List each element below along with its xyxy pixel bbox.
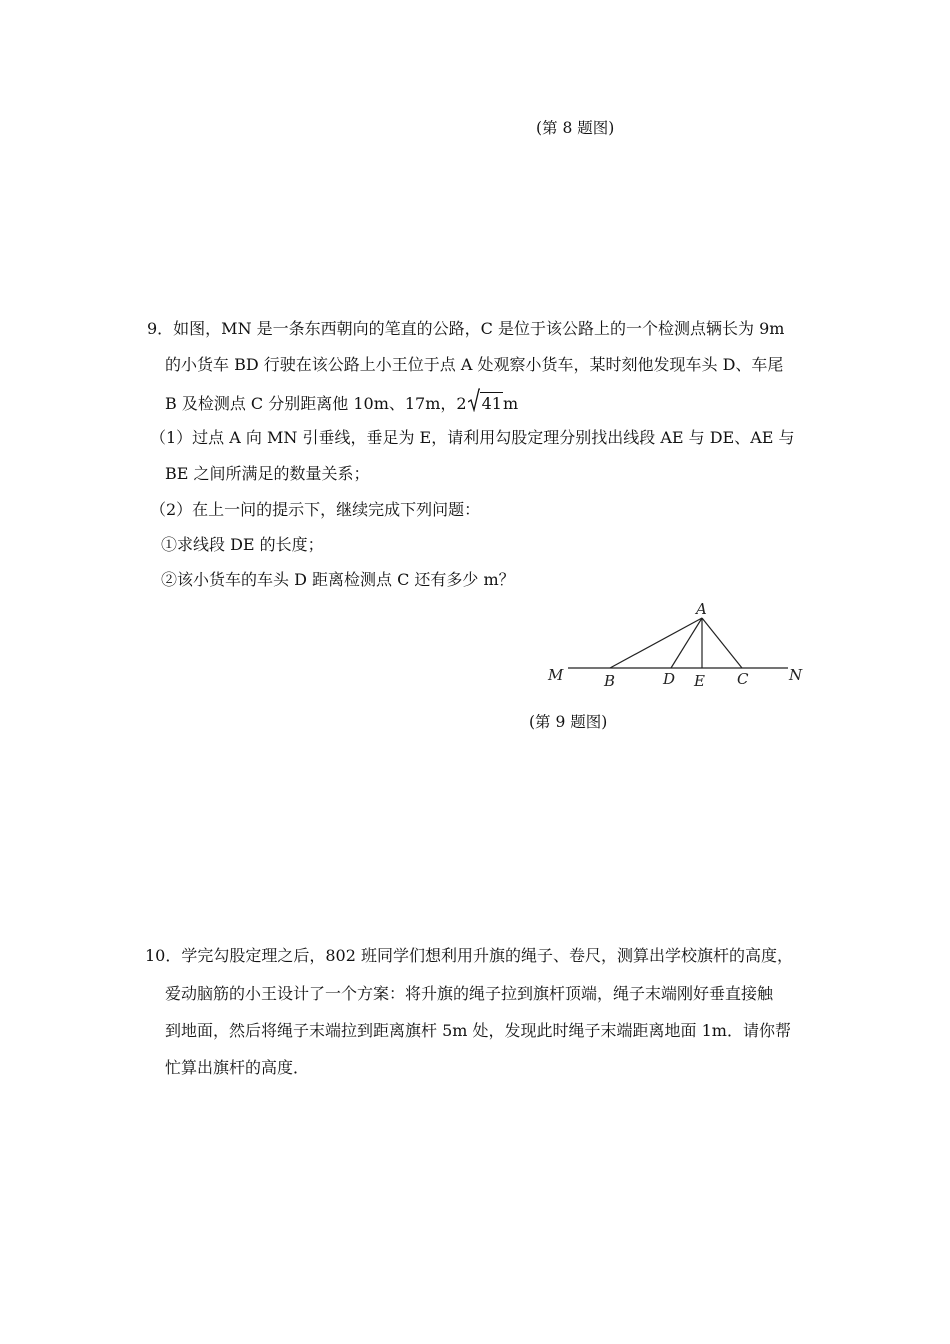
q9-stem-line-1: 9．如图，MN 是一条东西朝向的笔直的公路，C 是位于该公路上的一个检测点辆长为 9m xyxy=(147,319,785,338)
segment-ab xyxy=(610,618,702,668)
q9-stem-line-3-text: B 及检测点 C 分别距离他 10m、17m，2 xyxy=(165,394,467,413)
segment-ac xyxy=(702,618,742,668)
label-m: M xyxy=(548,666,564,684)
figure-8-caption: (第 8 题图) xyxy=(536,119,615,137)
q10-line-1: 10．学完勾股定理之后，802 班同学们想利用升旗的绳子、卷尺，测算出学校旗杆的高度， xyxy=(145,946,793,965)
figure-9-caption: (第 9 题图) xyxy=(529,713,608,731)
q10-line-3: 到地面，然后将绳子末端拉到距离旗杆 5m 处，发现此时绳子末端距离地面 1m．请你帮 xyxy=(165,1021,791,1040)
q9-part-1-line-2: BE 之间所满足的数量关系； xyxy=(165,464,370,483)
label-n: N xyxy=(789,666,803,684)
segment-ad xyxy=(671,618,702,668)
label-d: D xyxy=(663,670,676,688)
q9-stem-line-2: 的小货车 BD 行驶在该公路上小王位于点 A 处观察小货车，某时刻他发现车头 D、车尾 xyxy=(165,355,784,374)
figure-9-diagram xyxy=(540,598,820,694)
q9-part-2-b: ②该小货车的车头 D 距离检测点 C 还有多少 m？ xyxy=(161,570,515,589)
sqrt-expression xyxy=(468,392,503,414)
radicand: 41 xyxy=(481,394,502,413)
label-c: C xyxy=(737,670,749,688)
q9-stem-line-3 xyxy=(165,392,518,414)
label-b: B xyxy=(604,672,616,690)
label-e: E xyxy=(694,672,705,690)
q10-line-2: 爱动脑筋的小王设计了一个方案：将升旗的绳子拉到旗杆顶端，绳子末端刚好垂直接触 xyxy=(165,984,774,1003)
q9-stem-line-3-unit: m xyxy=(502,394,519,413)
q9-part-2-a: ①求线段 DE 的长度； xyxy=(161,535,324,554)
label-a: A xyxy=(696,600,707,618)
q9-part-1-line-1: （1）过点 A 向 MN 引垂线，垂足为 E，请利用勾股定理分别找出线段 AE 与 DE、AE 与 xyxy=(150,428,795,447)
q9-part-2: （2）在上一问的提示下，继续完成下列问题： xyxy=(150,500,481,519)
q10-line-4: 忙算出旗杆的高度． xyxy=(165,1058,310,1077)
radical-sign-icon xyxy=(468,388,480,412)
